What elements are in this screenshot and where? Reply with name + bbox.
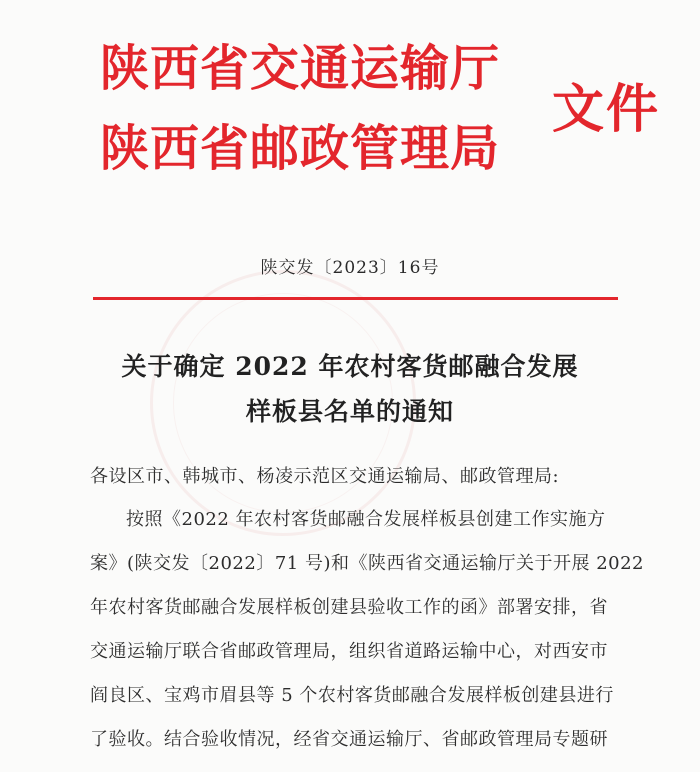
body-line-5: 阎良区、宝鸡市眉县等 5 个农村客货邮融合发展样板创建县进行 [90, 685, 614, 706]
salutation: 各设区市、韩城市、杨凌示范区交通运输局、邮政管理局: [90, 466, 560, 487]
body-line-4: 交通运输厅联合省邮政管理局，组织省道路运输中心，对西安市 [90, 641, 608, 662]
masthead-suffix: 文件 [552, 80, 661, 140]
document-title-line-1: 关于确定 2022 年农村客货邮融合发展 [121, 352, 579, 381]
red-divider-line [93, 297, 618, 300]
body-line-6: 了验收。结合验收情况，经省交通运输厅、省邮政管理局专题研 [90, 729, 608, 750]
body-line-2: 案》(陕交发〔2022〕71 号)和《陕西省交通运输厅关于开展 2022 [90, 553, 645, 574]
document-number: 陕交发〔2023〕16号 [260, 258, 440, 278]
body-line-1: 按照《2022 年农村客货邮融合发展样板县创建工作实施方 [126, 509, 606, 530]
body-line-3: 年农村客货邮融合发展样板创建县验收工作的函》部署安排，省 [90, 597, 608, 618]
document-title-line-2: 样板县名单的通知 [245, 397, 454, 426]
masthead-line-1: 陕西省交通运输厅 [100, 40, 501, 97]
masthead-line-2: 陕西省邮政管理局 [100, 120, 501, 177]
